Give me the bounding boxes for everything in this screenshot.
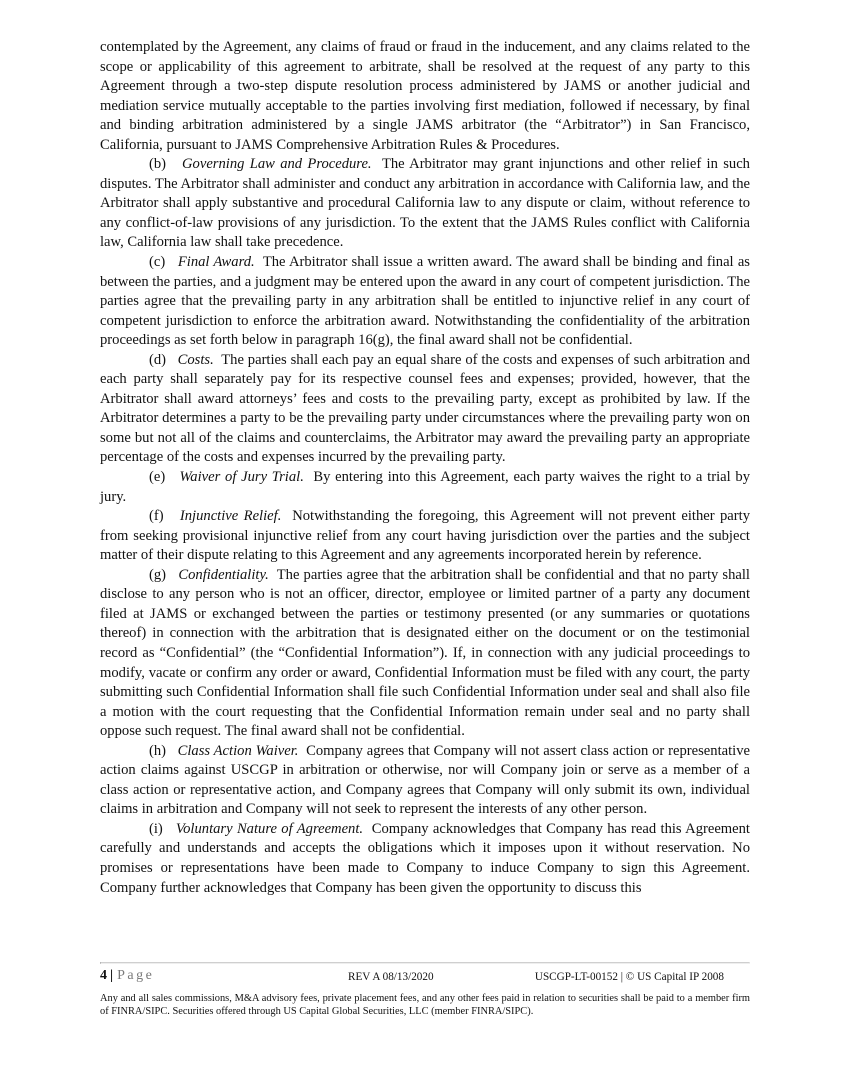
paragraph-text: Company acknowledges that Company has read this Agreement carefully and understands and accepts the obligations which it imposes upon it without reservation. No promises or representations have been made to Company to induce Company to sign this Agreement. Company further acknowledges that Company has been given the opportunity to discuss this <box>100 820 750 896</box>
document-reference: USCGP-LT-00152 | © US Capital IP 2008 <box>534 971 724 983</box>
page-number: 4 <box>100 968 107 983</box>
paragraph-heading: Final Award. <box>177 254 255 271</box>
paragraph-g <box>100 566 750 742</box>
paragraph-i <box>100 820 750 898</box>
page-number-block <box>100 968 154 984</box>
paragraph-heading: Injunctive Relief. <box>179 508 282 525</box>
document-body <box>100 38 750 898</box>
page-footer <box>100 962 750 988</box>
paragraph-heading: Voluntary Nature of Agreement. <box>175 820 364 837</box>
paragraph-label: (i) <box>149 820 163 837</box>
legal-disclaimer: Any and all sales commissions, M&A advisory fees, private placement fees, and any other fees paid in relation to securities shall be paid to a member firm of FINRA/SIPC. Securities offered through US Capital Global Securities, LLC (member FINRA/SIPC). <box>100 993 750 1017</box>
paragraph-f <box>100 507 750 566</box>
page-separator: | <box>110 968 114 983</box>
paragraph-b <box>100 155 750 253</box>
page-word: Page <box>117 968 155 983</box>
paragraph-label: (f) <box>149 508 164 525</box>
paragraph-heading: Confidentiality. <box>178 566 269 583</box>
paragraph-c <box>100 253 750 351</box>
paragraph-label: (g) <box>149 566 167 583</box>
paragraph-label: (b) <box>149 156 167 173</box>
paragraph-heading: Class Action Waiver. <box>177 742 299 759</box>
paragraph-text: The Arbitrator may grant injunctions and other relief in such disputes. The Arbitrator shall administer and conduct any arbitration in accordance with California law, and the Arbitrator shall apply substantive and procedural California law to any dispute or claim, without reference to any conflict-of-law provisions of any jurisdiction. To the extent that the JAMS Rules conflict with California law, California law shall take precedence. <box>100 156 750 251</box>
paragraph-label: (c) <box>149 254 166 271</box>
paragraph-e <box>100 468 750 507</box>
paragraph-heading: Waiver of Jury Trial. <box>179 469 304 486</box>
paragraph-text: The Arbitrator shall issue a written award. The award shall be binding and final as between the parties, and a judgment may be entered upon the award in any court of competent jurisdiction. The parties agree that the prevailing party in any arbitration shall be entitled to injunctive relief in any court of competent jurisdiction to enforce the arbitration award. Notwithstanding the confidentiality of the arbitration proceedings as set forth below in paragraph 16(g), the final award shall not be confidential. <box>100 254 750 349</box>
paragraph-heading: Costs. <box>177 351 214 368</box>
revision-label: REV A 08/13/2020 <box>348 971 434 983</box>
paragraph-text: By entering into this Agreement, each party waives the right to a trial by jury. <box>100 469 751 505</box>
paragraph-text: Notwithstanding the foregoing, this Agreement will not prevent either party from seeking provisional injunctive relief from any court having jurisdiction over the parties and the subject matter of their dispute relating to this Agreement and any agreements incorporated herein by reference. <box>100 508 750 564</box>
intro-paragraph: contemplated by the Agreement, any claims of fraud or fraud in the inducement, and any claims related to the scope or applicability of this agreement to arbitrate, shall be resolved at the request of any party to this Agreement through a two-step dispute resolution process administered by JAMS or another judicial and mediation service mutually acceptable to the parties involving first mediation, followed if necessary, by final and binding arbitration administered by a single JAMS arbitrator (the “Arbitrator”) in San Francisco, California, pursuant to JAMS Comprehensive Arbitration Rules & Procedures. <box>100 39 750 153</box>
paragraph-d <box>100 351 750 468</box>
document-page <box>100 38 750 898</box>
paragraph-label: (h) <box>149 742 167 759</box>
footer-row <box>100 964 750 988</box>
paragraph-label: (e) <box>149 469 166 486</box>
paragraph-label: (d) <box>149 351 167 368</box>
paragraph-text: The parties agree that the arbitration shall be confidential and that no party shall disclose to any person who is not an officer, director, employee or limited partner of a party any document filed at JAMS or exchanged between the parties or testimony presented (or any summaries or quotations thereof) in connection with the arbitration that is designated either on the document or on the testimonial record as “Confidential” (the “Confidential Information”). If, in connection with any judicial proceedings to modify, vacate or confirm any order or award, Confidential Information must be filed with any court, the party submitting such Confidential Information shall file such Confidential Information under seal and shall also file a motion with the court requesting that the Confidential Information remain under seal and no party shall oppose such request. The final award shall not be confidential. <box>100 566 750 740</box>
paragraph-h <box>100 742 750 820</box>
paragraph-text: Company agrees that Company will not assert class action or representative action claims against USCGP in arbitration or otherwise, nor will Company join or serve as a member of a class action or representative action, and Company agrees that Company will only submit its own, individual claims in arbitration and Company will not seek to represent the interests of any other person. <box>100 742 750 818</box>
paragraph-text: The parties shall each pay an equal share of the costs and expenses of such arbitration and each party shall separately pay for its respective counsel fees and expenses; provided, however, that the Arbitrator shall award attorneys’ fees and costs to the prevailing party, except as prohibited by law. If the Arbitrator determines a party to be the prevailing party under circumstances where the prevailing party won on some but not all of the claims and counterclaims, the Arbitrator may award the prevailing party an appropriate percentage of the costs and expenses incurred by the prevailing party. <box>100 351 750 466</box>
paragraph-heading: Governing Law and Procedure. <box>182 156 372 173</box>
